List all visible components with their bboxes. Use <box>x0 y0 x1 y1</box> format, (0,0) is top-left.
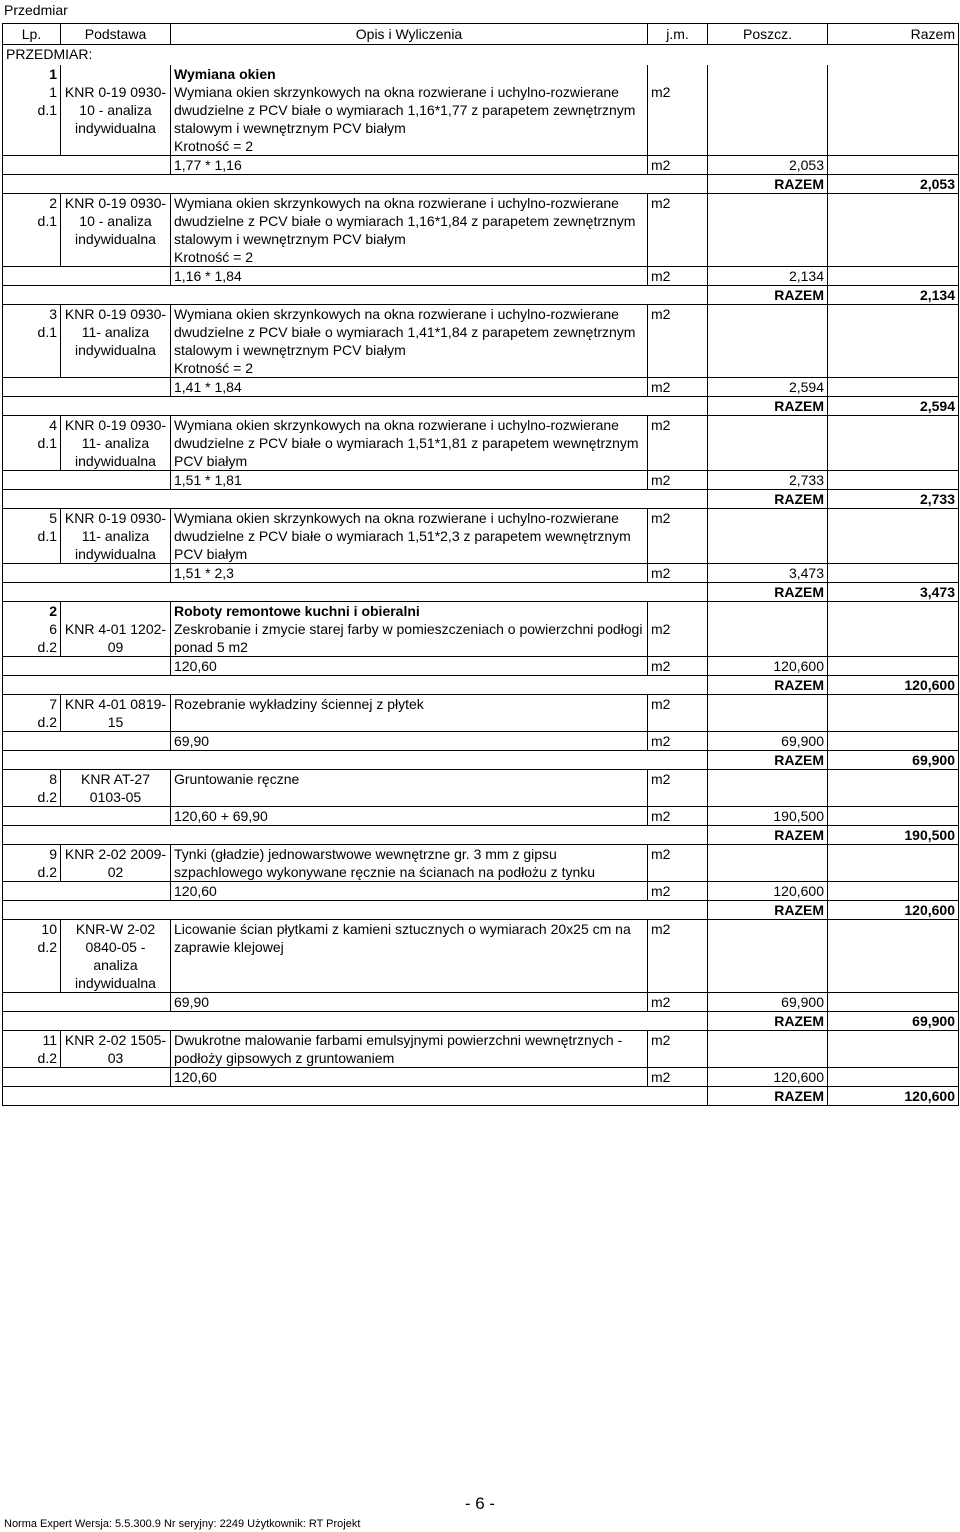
calc-jm: m2 <box>648 564 708 583</box>
item-row <box>3 509 959 564</box>
calc-poszcz: 3,473 <box>708 564 828 583</box>
item-jm: m2 <box>648 83 708 156</box>
item-lp: 1 d.1 <box>3 83 61 156</box>
calc-poszcz: 120,600 <box>708 882 828 901</box>
razem-value: 3,473 <box>828 583 959 602</box>
razem-label: RAZEM <box>708 751 828 770</box>
razem-value: 120,600 <box>828 1087 959 1106</box>
calc-poszcz: 2,134 <box>708 267 828 286</box>
calc-jm: m2 <box>648 156 708 175</box>
item-jm: m2 <box>648 695 708 732</box>
item-row <box>3 83 959 156</box>
przedmiar-label-row <box>3 45 959 66</box>
calc-expression: 120,60 + 69,90 <box>171 807 648 826</box>
item-opis: Wymiana okien skrzynkowych na okna rozwierane i uchylno-rozwierane dwudzielne z PCV białe o wymiarach 1,16*1,84 z parapetem zewnętrznym stalowym i wewnętrznym PCV białym Krotność = 2 <box>171 194 648 267</box>
section-number: 2 <box>3 602 61 621</box>
razem-value: 2,134 <box>828 286 959 305</box>
razem-row <box>3 583 959 602</box>
item-podstawa: KNR 2-02 1505-03 <box>61 1031 171 1068</box>
calc-expression: 1,51 * 2,3 <box>171 564 648 583</box>
item-podstawa: KNR 4-01 0819-15 <box>61 695 171 732</box>
razem-label: RAZEM <box>708 826 828 845</box>
item-podstawa: KNR 0-19 0930-11- analiza indywidualna <box>61 305 171 378</box>
item-opis: Wymiana okien skrzynkowych na okna rozwierane i uchylno-rozwierane dwudzielne z PCV białe o wymiarach 1,51*1,81 z parapetem wewnętrznym PCV białym <box>171 416 648 471</box>
document-title: Przedmiar <box>4 2 68 18</box>
section-title: Wymiana okien <box>171 65 648 83</box>
item-podstawa: KNR-W 2-02 0840-05 - analiza indywidualna <box>61 920 171 993</box>
page-number: - 6 - <box>464 1494 496 1513</box>
calc-poszcz: 2,594 <box>708 378 828 397</box>
item-jm: m2 <box>648 305 708 378</box>
item-row <box>3 194 959 267</box>
razem-label: RAZEM <box>708 175 828 194</box>
przedmiar-label: PRZEDMIAR: <box>3 45 171 66</box>
item-row <box>3 770 959 807</box>
calc-poszcz: 120,600 <box>708 657 828 676</box>
calc-expression: 1,16 * 1,84 <box>171 267 648 286</box>
table-header-row <box>3 24 959 45</box>
calc-poszcz: 69,900 <box>708 993 828 1012</box>
item-row <box>3 920 959 993</box>
razem-row <box>3 901 959 920</box>
header-jm: j.m. <box>648 24 708 45</box>
item-opis: Gruntowanie ręczne <box>171 770 648 807</box>
item-krotnosc: Krotność = 2 <box>174 249 253 265</box>
item-podstawa: KNR 0-19 0930-10 - analiza indywidualna <box>61 83 171 156</box>
calculation-row <box>3 471 959 490</box>
calculation-row <box>3 1068 959 1087</box>
razem-value: 190,500 <box>828 826 959 845</box>
calc-poszcz: 120,600 <box>708 1068 828 1087</box>
razem-value: 69,900 <box>828 1012 959 1031</box>
razem-row <box>3 490 959 509</box>
item-opis: Tynki (gładzie) jednowarstwowe wewnętrzne gr. 3 mm z gipsu szpachlowego wykonywane ręcznie na ścianach na podłożu z tynku <box>171 845 648 882</box>
item-jm: m2 <box>648 845 708 882</box>
calc-expression: 1,41 * 1,84 <box>171 378 648 397</box>
calc-jm: m2 <box>648 657 708 676</box>
section-number: 1 <box>3 65 61 83</box>
item-row <box>3 305 959 378</box>
section-title: Roboty remontowe kuchni i obieralni <box>171 602 648 621</box>
calculation-row <box>3 732 959 751</box>
item-lp: 11 d.2 <box>3 1031 61 1068</box>
item-lp: 5 d.1 <box>3 509 61 564</box>
razem-row <box>3 826 959 845</box>
razem-value: 2,594 <box>828 397 959 416</box>
razem-label: RAZEM <box>708 397 828 416</box>
calculation-row <box>3 378 959 397</box>
calculation-row <box>3 564 959 583</box>
calculation-row <box>3 267 959 286</box>
calc-expression: 1,51 * 1,81 <box>171 471 648 490</box>
item-lp: 2 d.1 <box>3 194 61 267</box>
razem-value: 2,733 <box>828 490 959 509</box>
razem-value: 120,600 <box>828 901 959 920</box>
item-podstawa: KNR 0-19 0930-11- analiza indywidualna <box>61 416 171 471</box>
razem-value: 2,053 <box>828 175 959 194</box>
item-lp: 10 d.2 <box>3 920 61 993</box>
header-poszcz: Poszcz. <box>708 24 828 45</box>
item-jm: m2 <box>648 770 708 807</box>
calc-jm: m2 <box>648 993 708 1012</box>
item-row <box>3 416 959 471</box>
item-lp: 9 d.2 <box>3 845 61 882</box>
calc-expression: 120,60 <box>171 1068 648 1087</box>
razem-row <box>3 676 959 695</box>
item-row <box>3 1031 959 1068</box>
razem-label: RAZEM <box>708 286 828 305</box>
calc-poszcz: 190,500 <box>708 807 828 826</box>
calc-expression: 69,90 <box>171 993 648 1012</box>
header-lp: Lp. <box>3 24 61 45</box>
calc-expression: 1,77 * 1,16 <box>171 156 648 175</box>
calc-expression: 120,60 <box>171 882 648 901</box>
razem-label: RAZEM <box>708 901 828 920</box>
calculation-row <box>3 807 959 826</box>
item-podstawa: KNR 2-02 2009-02 <box>61 845 171 882</box>
item-lp: 3 d.1 <box>3 305 61 378</box>
item-podstawa: KNR 0-19 0930-10 - analiza indywidualna <box>61 194 171 267</box>
item-row <box>3 845 959 882</box>
item-krotnosc: Krotność = 2 <box>174 360 253 376</box>
razem-row <box>3 286 959 305</box>
calc-expression: 120,60 <box>171 657 648 676</box>
item-jm: m2 <box>648 416 708 471</box>
calc-poszcz: 2,053 <box>708 156 828 175</box>
item-lp: 4 d.1 <box>3 416 61 471</box>
razem-value: 69,900 <box>828 751 959 770</box>
item-opis: Wymiana okien skrzynkowych na okna rozwierane i uchylno-rozwierane dwudzielne z PCV białe o wymiarach 1,16*1,77 z parapetem zewnętrznym stalowym i wewnętrznym PCV białym Krotność = 2 <box>171 83 648 156</box>
item-opis: Zeskrobanie i zmycie starej farby w pomieszczeniach o powierzchni podłogi ponad 5 m2 <box>171 620 648 657</box>
item-lp: 6 d.2 <box>3 620 61 657</box>
calc-poszcz: 69,900 <box>708 732 828 751</box>
przedmiar-table <box>2 23 959 1106</box>
header-opis: Opis i Wyliczenia <box>171 24 648 45</box>
item-jm: m2 <box>648 509 708 564</box>
calc-jm: m2 <box>648 267 708 286</box>
razem-row <box>3 1012 959 1031</box>
item-opis: Dwukrotne malowanie farbami emulsyjnymi powierzchni wewnętrznych - podłoży gipsowych z gruntowaniem <box>171 1031 648 1068</box>
item-jm: m2 <box>648 620 708 657</box>
calc-jm: m2 <box>648 807 708 826</box>
razem-row <box>3 751 959 770</box>
calculation-row <box>3 156 959 175</box>
calculation-row <box>3 882 959 901</box>
item-row <box>3 620 959 657</box>
header-razem: Razem <box>828 24 959 45</box>
calc-jm: m2 <box>648 732 708 751</box>
item-podstawa: KNR 0-19 0930-11- analiza indywidualna <box>61 509 171 564</box>
calc-expression: 69,90 <box>171 732 648 751</box>
section-row <box>3 65 959 83</box>
razem-row <box>3 175 959 194</box>
razem-value: 120,600 <box>828 676 959 695</box>
razem-label: RAZEM <box>708 1012 828 1031</box>
item-jm: m2 <box>648 194 708 267</box>
calc-jm: m2 <box>648 882 708 901</box>
razem-row <box>3 397 959 416</box>
razem-label: RAZEM <box>708 490 828 509</box>
item-row <box>3 695 959 732</box>
item-podstawa: KNR 4-01 1202-09 <box>61 620 171 657</box>
calc-jm: m2 <box>648 378 708 397</box>
item-lp: 8 d.2 <box>3 770 61 807</box>
razem-label: RAZEM <box>708 583 828 602</box>
header-podstawa: Podstawa <box>61 24 171 45</box>
item-opis: Licowanie ścian płytkami z kamieni sztucznych o wymiarach 20x25 cm na zaprawie klejowej <box>171 920 648 993</box>
item-lp: 7 d.2 <box>3 695 61 732</box>
razem-label: RAZEM <box>708 676 828 695</box>
calculation-row <box>3 993 959 1012</box>
calc-jm: m2 <box>648 471 708 490</box>
item-jm: m2 <box>648 920 708 993</box>
calculation-row <box>3 657 959 676</box>
item-krotnosc: Krotność = 2 <box>174 138 253 154</box>
item-opis: Rozebranie wykładziny ściennej z płytek <box>171 695 648 732</box>
razem-label: RAZEM <box>708 1087 828 1106</box>
section-row <box>3 602 959 621</box>
footer-info: Norma Expert Wersja: 5.5.300.9 Nr seryjny: 2249 Użytkownik: RT Projekt <box>4 1518 361 1530</box>
item-podstawa: KNR AT-27 0103-05 <box>61 770 171 807</box>
razem-row <box>3 1087 959 1106</box>
calc-poszcz: 2,733 <box>708 471 828 490</box>
item-opis: Wymiana okien skrzynkowych na okna rozwierane i uchylno-rozwierane dwudzielne z PCV białe o wymiarach 1,51*2,3 z parapetem wewnętrznym PCV białym <box>171 509 648 564</box>
item-opis: Wymiana okien skrzynkowych na okna rozwierane i uchylno-rozwierane dwudzielne z PCV białe o wymiarach 1,41*1,84 z parapetem zewnętrznym stalowym i wewnętrznym PCV białym Krotność = 2 <box>171 305 648 378</box>
item-jm: m2 <box>648 1031 708 1068</box>
calc-jm: m2 <box>648 1068 708 1087</box>
